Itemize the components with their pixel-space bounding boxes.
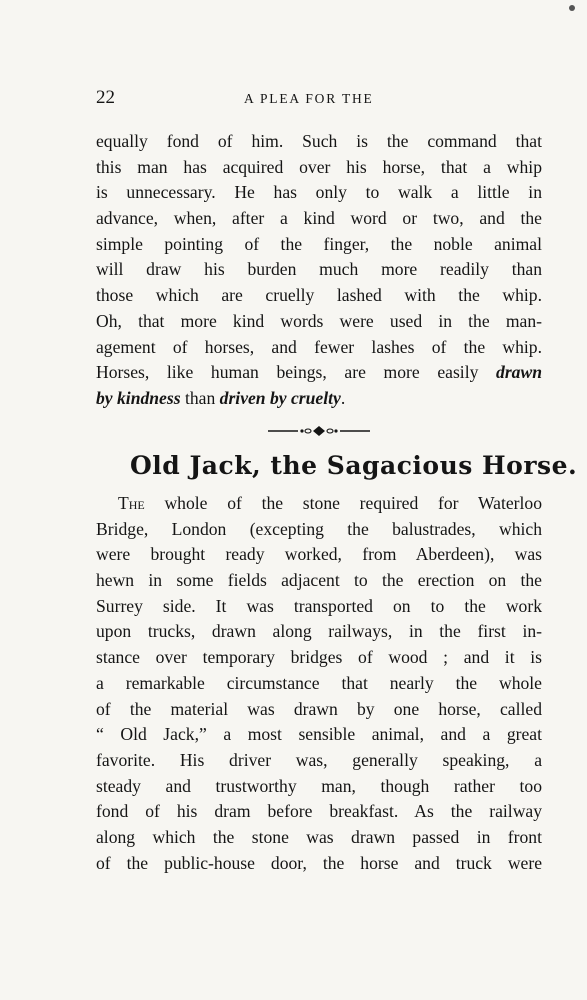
text-line: Bridge, London (excepting the balustrades, which [96,518,542,539]
text-line [96,386,542,412]
text-line: stance over temporary bridges of wood ; and it is [96,647,542,668]
text-line: advance, when, after a kind word or two, and the [96,208,542,229]
text-line: “ Old Jack,” a most sensible animal, and a great [96,724,542,745]
lead-word: The [118,493,145,513]
text-line: equally fond of him. Such is the command that [96,131,542,151]
section-divider-ornament [268,423,370,439]
text-line: of the material was drawn by one horse, called [96,698,542,719]
running-title: A PLEA FOR THE [244,91,374,106]
page-header [96,86,540,110]
text-line: Oh, that more kind words were used in the man- [96,310,542,331]
text-line: will draw his burden much more readily than [96,259,542,280]
text-line: along which the stone was drawn passed in front [96,826,542,847]
text-line: a remarkable circumstance that nearly the whole [96,672,542,693]
text-line: fond of his dram before breakfast. As the railway [96,801,542,822]
text-line: steady and trustworthy man, though rather too [96,775,542,796]
section-heading: Old Jack, the Sagacious Horse. [130,451,578,480]
text-line: upon trucks, drawn along railways, in the first in- [96,621,542,642]
text-line: Surrey side. It was transported on to the work [96,595,542,616]
emphasis-text: by kindness [96,387,181,408]
page-number: 22 [96,87,115,108]
text-line [96,360,542,386]
text-line: hewn in some fields adjacent to the erection on the [96,570,542,591]
paragraph-2 [96,491,542,876]
emphasis-text: driven by cruelty [219,387,341,408]
text-line: favorite. His driver was, generally speaking, a [96,749,542,770]
text-line: were brought ready worked, from Aberdeen), was [96,544,542,565]
text-fragment: Horses, like human beings, are more easily [96,362,497,383]
text-fragment: than [180,387,220,408]
emphasis-text: drawn [496,362,542,383]
text-line: simple pointing of the finger, the noble animal [96,233,542,254]
paragraph-1 [96,129,542,412]
text-fragment: . [340,387,346,408]
text-line: this man has acquired over his horse, that a whip [96,156,542,177]
text-line: is unnecessary. He has only to walk a little in [96,182,542,203]
text-line: those which are cruelly lashed with the whip. [96,285,542,306]
text-line: agement of horses, and fewer lashes of the whip. [96,336,542,357]
text-line [96,491,542,517]
ink-speck [569,5,575,11]
text-line: of the public-house door, the horse and truck were [96,852,542,873]
text-fragment: whole of the stone required for Waterloo [144,493,542,513]
